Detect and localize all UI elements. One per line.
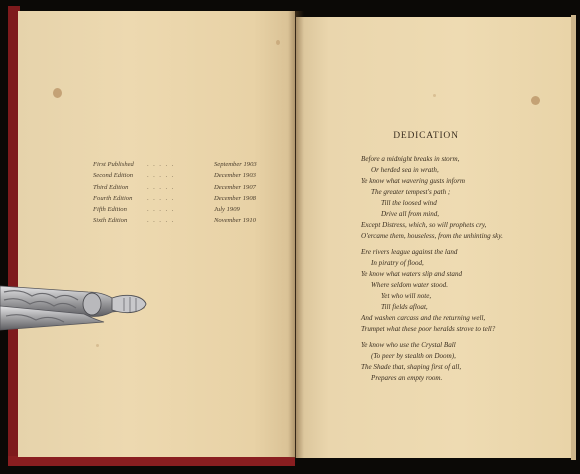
poem-line: Drive all from mind, (381, 210, 440, 218)
poem-line: Before a midnight breaks in storm, (361, 155, 460, 163)
edition-label: Sixth Edition (93, 217, 128, 225)
dot-leader: ..... (147, 194, 178, 202)
dot-leader: ..... (147, 161, 178, 168)
poem-line: Trumpet what these poor heralds strove to tell? (361, 325, 496, 333)
poem-line: Prepares an empty room. (371, 374, 443, 382)
poem-line: In piratry of flood, (371, 259, 424, 267)
poem-line: Till fields afloat, (381, 303, 428, 311)
edition-label: Third Edition (93, 183, 129, 191)
poem-line: Till the loosed wind (381, 199, 437, 207)
foxing-spot (276, 40, 280, 45)
foxing-spot (531, 96, 540, 105)
poem-line: Or herded sea in wrath, (371, 166, 439, 174)
edition-label: Fourth Edition (93, 194, 133, 202)
edition-label: Fifth Edition (93, 206, 127, 214)
edition-row (93, 182, 263, 193)
foxing-spot (53, 88, 62, 98)
book-cover-bottom-edge (8, 456, 295, 466)
poem-line: Where seldom water stood. (371, 281, 448, 289)
poem-line: And washen carcass and the returning well, (361, 314, 486, 322)
edition-date: November 1910 (214, 217, 256, 225)
edition-date: September 1903 (214, 161, 257, 168)
edition-date: December 1908 (214, 194, 256, 202)
edition-row (93, 170, 263, 181)
edition-label: Second Edition (93, 172, 134, 180)
poem-line: Ye know what waters slip and stand (361, 270, 463, 278)
poem-line: (To peer by stealth on Doom), (371, 352, 456, 360)
dot-leader: ..... (147, 183, 178, 191)
edition-date: December 1907 (214, 183, 256, 191)
book-gutter (288, 11, 304, 458)
poem-line: O'ercame them, houseless, from the unhinting sky. (361, 232, 503, 240)
dedication-title: DEDICATION (393, 131, 459, 141)
dot-leader: ..... (147, 206, 178, 214)
poem-line: The Shade that, shaping first of all, (361, 363, 462, 371)
poem-line: Ere rivers league against the land (361, 248, 458, 256)
edition-row (93, 159, 263, 170)
edition-date: July 1909 (214, 206, 240, 214)
edition-row (93, 204, 263, 215)
foxing-spot (96, 344, 99, 347)
poem-line: Ye know who use the Crystal Ball (361, 341, 456, 349)
edition-date: December 1903 (214, 172, 256, 180)
dot-leader: ..... (147, 172, 178, 180)
poem-line: The greater tempest's path ; (371, 188, 451, 196)
left-page (18, 11, 295, 457)
foxing-spot (433, 94, 436, 97)
right-page-edges (571, 15, 576, 460)
edition-row (93, 193, 263, 204)
poem-line: Yet who will note, (381, 292, 432, 300)
silver-page-clip (0, 278, 150, 340)
dot-leader: ..... (147, 217, 178, 225)
edition-label: First Published (93, 161, 134, 168)
poem-line: Except Distress, which, so will prophets cry, (361, 221, 487, 229)
edition-row (93, 215, 263, 226)
editions-list (93, 159, 263, 227)
poem-line: Ye know what wavering gusts inform (361, 177, 465, 185)
